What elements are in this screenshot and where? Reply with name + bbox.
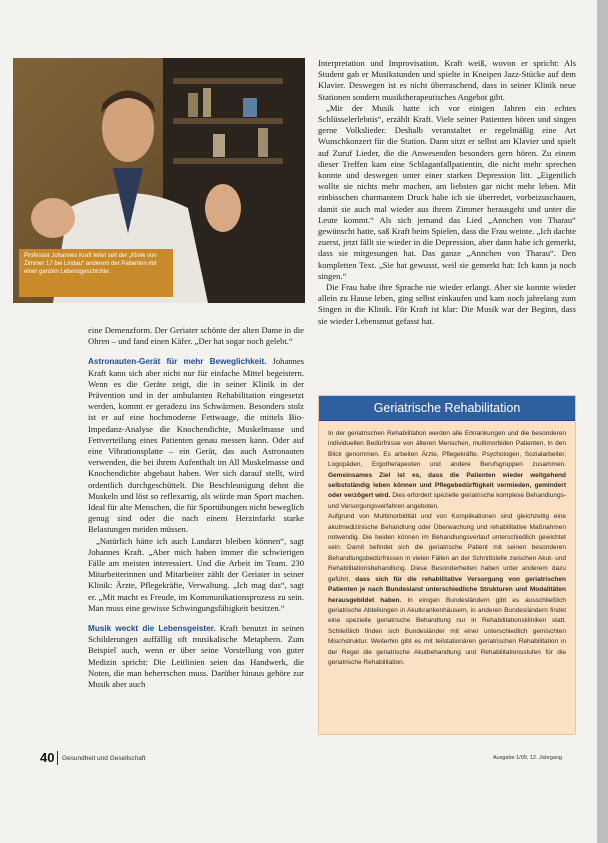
subheading: Astronauten-Gerät für mehr Beweglichkeit. xyxy=(88,357,267,367)
paragraph: „Natürlich hätte ich auch Landarzt bleiben können“, sagt Johannes Kraft. „Aber mich haben immer die schwierigen Fälle am meisten interessiert. Und die Arbeit im Team. 230 Mitarbeiterinnen und Mitarbeiter zählt der Geriater in seiner Klinik: Ärzte, Pflegekräfte, Verwaltung. „Ich mag das“, sagt er. „Mit macht es Freude, im Kommunikationsprozess zu sein. Man muss eine gewisse Schwingungsfähigkeit besitzen.“ xyxy=(88,535,304,613)
info-paragraph xyxy=(328,429,566,512)
page-edge xyxy=(597,0,608,843)
paragraph: Die Frau habe ihre Sprache nie wieder erlangt. Aber sie konnte wieder allein zu Hause leben, ging selbst einkaufen und kam noch jahrelang zum Singen in die Klinik. Für Kraft ist klar: Die Musik war der Beginn, dass sie wieder Lebensmut gefasst hat. xyxy=(318,282,576,326)
info-box xyxy=(318,395,576,735)
paragraph xyxy=(88,623,304,690)
subheading: Musik weckt die Lebensgeister. xyxy=(88,624,216,634)
info-box-title: Geriatrische Rehabilitation xyxy=(319,396,575,421)
info-box-body xyxy=(319,421,575,668)
portrait-photo xyxy=(13,58,305,303)
paragraph: „Mir der Musik hatte ich vor einigen Jahren ein echtes Schlüsselerlebnis“, erzählt Kraft. Viele seiner Patienten hören und singen gerne Volkslieder. Deshalb veranstaltet er regelmäßig eine Art Wunschkonzert für die Station. Dann sitzt er selbst am Klavier und spielt auf Zuruf Lieder, die die Anwesenden besonders gern hören. Zu einem dieser Treffen kam eine Schlaganfallpatientin, die nicht mehr sprechen konnte und deswegen unter einer starken Depression litt. „Eigentlich wollte sie nichts mehr machen, am liebsten gar nicht mehr leben. Mit einbisschen charmantem Druck habe ich sie überredet, vorbeizuschauen, damit sie auch mal wieder aus ihrem Zimmer herausgeht und unter die Leute kommt.“ Als sich jemand das Lied „Annchen von Tharau“ gewünscht hatte, saß Kraft beim Spielen, dass die Frau weinte. „Ich dachte zuerst, jetzt fällt sie wieder in die Depression, aber dann habe ich gemerkt, dass sie mitgesungen hat. Das ganze „Annchen von Tharau“. Den kompletten Text. „Sie hat gewusst, weil sie gemerkt hat: Ich kann ja noch singen.“ xyxy=(318,102,576,281)
paragraph-text: Johannes Kraft kann sich aber nicht nur für einfache Mittel begeistern. Wenn es die Geräte zeigt, die in seiner Klinik in der Prävention und in der ambulanten Rehabilitation eingesetzt werden, kommt er geradezu ins Schwärmen. Besonders stolz ist er auf eine hochmoderne Fettwaage, die mittels Bio-Impedanz-Analyse die Knochendichte, Muskelmasse und Fettverteilung eines Patienten genau messen kann. Oder auf eine Vibrationsplatte – ein Gerät, das auch Astronauten verwenden, die bei ihrem Aufenthalt im All Muskelmasse und Knochendichte abgebaut haben. Wer sich darauf stellt, wird ordentlich durchgeschüttelt. Die Beschleunigung dehnt die Muskeln und löst so reflexartig, als würde man Sport machen. Ideal für alte Menschen, die für Sportübungen nicht beweglich genug sind oder die nach einem Herzinfarkt starke Belastungen meiden müssen. xyxy=(88,356,305,535)
info-text: In der geriatrischen Rehabilitation werden alle Erkrankungen und die besonderen individuellen Bedürfnisse von älteren Menschen, multimorbiden Patienten, in den Blick genommen. Es arbeiten Ärzte, Pflegekräfte, Psychologen, Sozialarbeiter, Logopäden, Ergotherapeuten und andere Berufsgruppen zusammen. xyxy=(328,430,566,469)
issue-info: Ausgabe 1/09, 12. Jahrgang xyxy=(492,755,562,761)
paragraph-text: Kraft benutzt in seinen Schilderungen auffällig oft musikalische Metaphern. Zum Beispiel auch, wenn er über seine Vorstellung von guter Medizin spricht: Die Leitlinien seien das Handwerk, die Noten, die man beherrschen muss. Darüber hinaus gehöre zur Musik aber auch xyxy=(88,623,304,690)
paragraph xyxy=(88,356,304,535)
right-column xyxy=(318,58,576,327)
info-text-bold: dass sich für die rehabilitative Versorgung von geriatrischen Patienten je nach Bundesland unterschiedliche Strukturen und Modalitäten herausgebildet haben. xyxy=(328,575,566,604)
info-paragraph xyxy=(328,512,566,668)
page-number: 40 xyxy=(40,750,55,765)
photo-caption: Professor Johannes Kraft leitet seit der „Klinik von Zimmer 17 bei Lindau“ anderem der Patienten mit einer ganzen Lebensgeschichte. xyxy=(19,249,173,297)
info-text-bold: Gemeinsames Ziel ist es, dass die Patienten wieder weitgehend selbstständig leben können und Pflegebedürftigkeit vermieden, gemindert oder verzögert wird. xyxy=(328,471,566,500)
info-text: Aufgrund von Multimorbidität und von Komplikationen sind gleichzeitig eine akutmedizinische Behandlung oder Überwachung und rehabilitative Maßnahmen notwendig. Die beiden können im Behandlungsverlauf unterschiedlich gewichtet sein. Damit befindet sich die geriatrische Patient mit seinen besonderen Behandlungsbedürfnissen in vielen Fällen an der Schnittstelle zwischen Akut- und Rehabilitationsbehandlung. Diese Besonderheiten haben unter anderem dazu geführt, xyxy=(328,513,566,583)
info-text: In einigen Bundesländern gibt es ausschließlich geriatrische Abteilungen in Akutkrankenhäusern, in anderen Bundesländern findet eine spezielle geriatrische Behandlung nur in Rehabilitationskliniken statt. Schließlich finden sich Bundesländer mit einer unterschiedlich gemischten Mischstruktur. Weiterhin gibt es mit teilstationären geriatrischen Rehabilitation in der Regel die geriatrische Akutbehandlung und Rehabilitationsstufen für die geriatrische Rehabilitation. xyxy=(328,596,566,666)
section-name: Gesundheit und Gesellschaft xyxy=(62,755,146,762)
info-text: Dies erfordert spezielle geriatrische komplexe Behandlungs- und Versorgungsverfahren angeboten. xyxy=(328,492,567,510)
left-column xyxy=(88,325,304,690)
paragraph: Interpretation und Improvisation. Kraft weiß, wovon er spricht: Als Student gab er Musikstunden und spielte in Kneipen Jazz-Stücke auf dem Klavier. Deswegen ist es nicht überraschend, dass in seiner Klinik neue Stationen sondern musiktherapeutisches Angebot gibt. xyxy=(318,58,576,102)
footer-divider xyxy=(57,751,58,765)
paragraph: eine Demenzform. Der Geriater schönte der alten Dame in die Ohren – und fand einen Käfer. „Der hat sogar noch gelebt.“ xyxy=(88,325,304,347)
page-footer xyxy=(40,750,580,768)
